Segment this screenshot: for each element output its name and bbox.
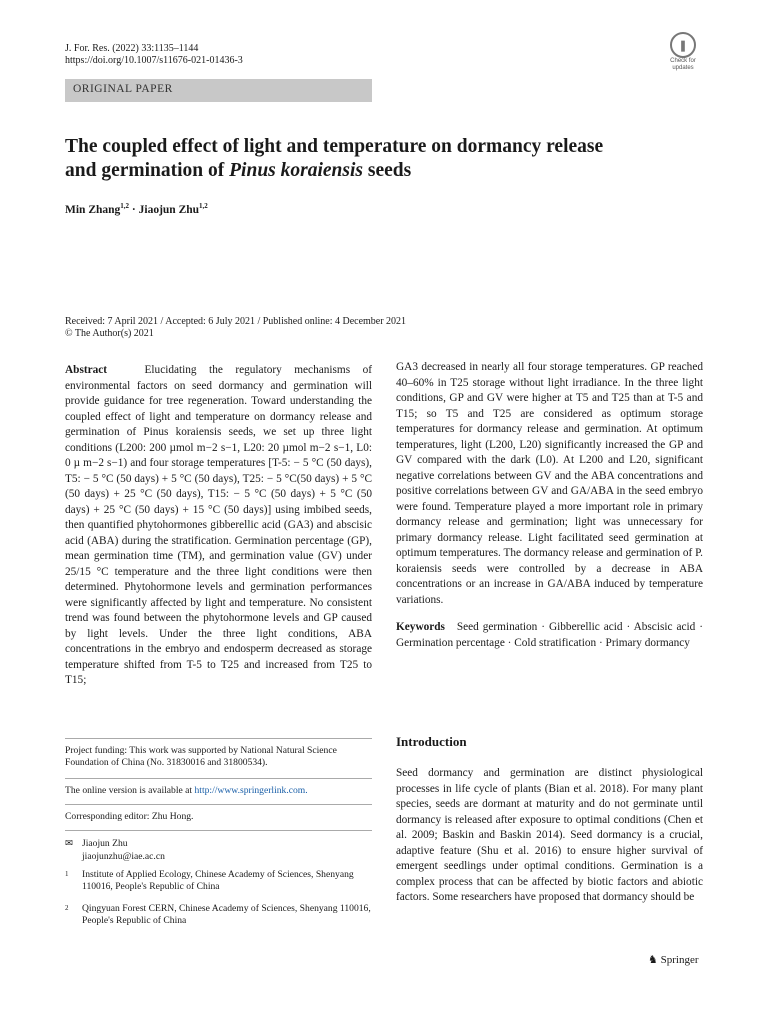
- bookmark-icon: ❚: [670, 32, 696, 58]
- keywords-text: Seed germination · Gibberellic acid · Abscisic acid · Germination percentage · Cold stratification · Primary dormancy: [396, 621, 703, 649]
- check-for-updates-badge[interactable]: [663, 32, 703, 72]
- journal-citation: J. For. Res. (2022) 33:1135–1144: [65, 43, 199, 54]
- springer-horse-icon: ♞: [648, 954, 658, 966]
- badge-line2: updates: [672, 65, 694, 71]
- publisher-logo: ♞ Springer: [648, 954, 699, 966]
- title-line1: The coupled effect of light and temperature on dormancy release: [65, 136, 604, 157]
- badge-line1: Check for: [670, 58, 696, 64]
- introduction-text: Seed dormancy and germination are distinct physiological processes in life cycle of plants (Bian et al. 2018). For many plant species, seeds are dormant at maturity and do not germinate until dormancy is released after exposure to optimal conditions (Chen et al. 2009; Baskin and Baskin 2014). Seed dormancy is a crucial, adaptive feature (Shu et al. 2016) to ensure higher survival of emergent seedlings under optimal conditions. Germination is a complex process that can be affected by biotic factors and abiotic factors. Some researchers have proposed that dormancy should be: [396, 767, 703, 903]
- footnote-divider: [65, 738, 372, 739]
- section-label-band: [65, 79, 372, 102]
- divider: [65, 804, 372, 805]
- abstract-text: Elucidating the regulatory mechanisms of environmental factors on seed dormancy and germination will provide guidance for tree regeneration. Toward understanding the coupled effect of light and temperature on dormancy release and germination of Pinus koraiensis seeds, we set up three light conditions (L200: 200 µmol m−2 s−1, L20: 20 µmol m−2 s−1, L0: 0 µ m−2 s−1) and four storage temperatures [T-5: − 5 °C (50 days), T5: − 5 °C (50 days) + 5 °C (50 days), T25: − 5 °C(50 days) + 5 °C (50 days) + 25 °C (50 days), T15: − 5 °C (50 days) + 5 °C (50 days) + 25 °C (50 days) + 15 °C (50 days)] using imbibed seeds, then quantified phytohormones gibberellic acid (GA3) and abscisic acid (ABA) during the stratification. Germination percentage (GP), mean germination time (TM), and germination value (GV) under 25/15 °C temperature and the three light conditions were then determined. Phytohormone levels and germination performances were significantly affected by light and temperature. No consistent trend was found between the phytohormone levels and GP caused by light levels. Under the three light conditions, ABA concentrations in the embryo and endosperm decreased as storage temperature shifted from T-5 to T25 and increased from T25 to T15;: [65, 364, 372, 686]
- author-1[interactable]: Min Zhang: [65, 203, 121, 216]
- authors: Min Zhang$^{1,2}$ · Jiaojun Zhu$^{1,2}$: [65, 202, 208, 216]
- online-note: The online version is available at http://www.springerlink.com.: [65, 785, 308, 796]
- title-line2: and germination of Pinus koraiensis seeds: [65, 160, 412, 181]
- keywords: [396, 620, 703, 651]
- section-label: ORIGINAL PAPER: [73, 83, 173, 95]
- funding-note: Project funding: This work was supported by National Natural Science Foundation of China (No. 31830016 and 31800534).: [65, 745, 337, 768]
- introduction-heading: Introduction: [396, 734, 467, 749]
- abstract-text-cont: GA3 decreased in nearly all four storage temperatures. GP reached 40–60% in T25 storage without light irradiance. In the three light conditions, GP and GV were higher at T5 and T25 than at T-5 and T15; so T5 and T25 are considered as optimum storage temperatures for dormancy release and germination. At optimum temperatures, light (L200, L20) significantly increased the GP and GV compared with the dark (L0). At L200 and L20, significant negative correlations between GV and the ABA concentrations and positive correlations between GV and GA/ABA in the seed embryo were found. Temperature played a more important role in primary dormancy release and germination; light was unnecessary for primary dormancy release. Light facilitated seed germination at optimum temperatures. The dormancy release and germination of P. koraiensis seeds were controlled by a decrease in ABA concentrations or an increase in GA/ABA induced by temperature variations.: [396, 361, 703, 606]
- paper-title: [65, 135, 685, 183]
- divider: [65, 830, 372, 831]
- affiliation-2: Qingyuan Forest CERN, Chinese Academy of Sciences, Shenyang 110016, People's Republic of China: [82, 903, 371, 926]
- affiliation-2-number: 2: [65, 904, 69, 912]
- abstract-heading: Abstract: [65, 364, 108, 376]
- author-2[interactable]: Jiaojun Zhu: [138, 203, 200, 216]
- affiliation-1: Institute of Applied Ecology, Chinese Academy of Sciences, Shenyang 110016, People's Republic of China: [82, 869, 354, 892]
- abstract-continued: [396, 360, 703, 651]
- divider: [65, 778, 372, 779]
- editor-note: Corresponding editor: Zhu Hong.: [65, 811, 194, 822]
- doi-link[interactable]: https://doi.org/10.1007/s11676-021-01436-3: [65, 55, 243, 66]
- envelope-icon: ✉: [65, 838, 74, 849]
- contact-email[interactable]: jiaojunzhu@iae.ac.cn: [82, 851, 165, 862]
- publication-dates: Received: 7 April 2021 / Accepted: 6 July 2021 / Published online: 4 December 2021: [65, 316, 407, 327]
- copyright: © The Author(s) 2021: [65, 328, 154, 339]
- affiliation-1-number: 1: [65, 870, 69, 878]
- springerlink-link[interactable]: http://www.springerlink.com.: [194, 785, 308, 796]
- abstract: [65, 363, 372, 689]
- contact-name: Jiaojun Zhu: [82, 838, 128, 849]
- keywords-heading: Keywords: [396, 621, 445, 633]
